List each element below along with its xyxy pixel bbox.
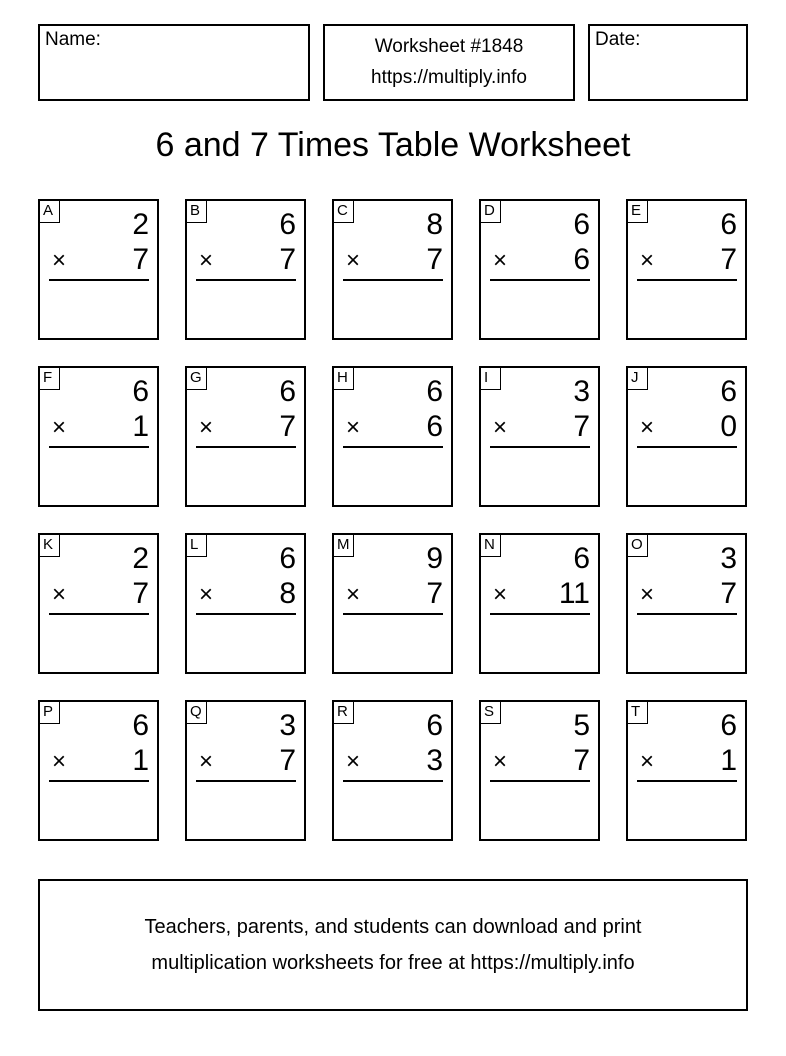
answer-line bbox=[49, 780, 149, 782]
multiplicand: 3 bbox=[720, 542, 737, 575]
date-label: Date: bbox=[595, 29, 641, 50]
answer-line bbox=[343, 780, 443, 782]
answer-line bbox=[49, 613, 149, 615]
times-sign-icon: × bbox=[346, 414, 361, 441]
multiplicand: 6 bbox=[426, 375, 443, 408]
problem-card[interactable] bbox=[479, 366, 600, 507]
multiplier: 7 bbox=[132, 243, 149, 276]
multiplier: 7 bbox=[132, 577, 149, 610]
problem-letter: A bbox=[40, 201, 60, 223]
answer-line bbox=[196, 613, 296, 615]
problem-card[interactable] bbox=[38, 700, 159, 841]
problem-card[interactable] bbox=[479, 199, 600, 340]
times-sign-icon: × bbox=[346, 748, 361, 775]
answer-line bbox=[637, 613, 737, 615]
multiplicand: 6 bbox=[720, 375, 737, 408]
times-sign-icon: × bbox=[199, 414, 214, 441]
problem-letter: S bbox=[481, 702, 501, 724]
problem-card[interactable] bbox=[185, 366, 306, 507]
multiplicand: 8 bbox=[426, 208, 443, 241]
multiplicand: 6 bbox=[279, 542, 296, 575]
problem-letter: E bbox=[628, 201, 648, 223]
multiplier: 7 bbox=[426, 577, 443, 610]
multiplier: 1 bbox=[132, 410, 149, 443]
multiplier: 6 bbox=[426, 410, 443, 443]
problem-letter: Q bbox=[187, 702, 207, 724]
worksheet-url: https://multiply.info bbox=[371, 67, 527, 88]
multiplier: 7 bbox=[279, 243, 296, 276]
problem-card[interactable] bbox=[332, 533, 453, 674]
problem-card[interactable] bbox=[479, 700, 600, 841]
times-sign-icon: × bbox=[52, 247, 67, 274]
multiplicand: 6 bbox=[279, 375, 296, 408]
multiplier: 1 bbox=[132, 744, 149, 777]
answer-line bbox=[490, 780, 590, 782]
problem-card[interactable] bbox=[185, 700, 306, 841]
answer-line bbox=[490, 446, 590, 448]
problem-letter: K bbox=[40, 535, 60, 557]
problem-letter: J bbox=[628, 368, 648, 390]
multiplicand: 6 bbox=[426, 709, 443, 742]
problem-card[interactable] bbox=[626, 700, 747, 841]
answer-line bbox=[196, 446, 296, 448]
multiplier: 3 bbox=[426, 744, 443, 777]
problem-card[interactable] bbox=[185, 533, 306, 674]
problem-letter: M bbox=[334, 535, 354, 557]
problem-letter: O bbox=[628, 535, 648, 557]
multiplier: 7 bbox=[426, 243, 443, 276]
multiplicand: 6 bbox=[132, 709, 149, 742]
answer-line bbox=[490, 279, 590, 281]
problem-letter: N bbox=[481, 535, 501, 557]
multiplicand: 6 bbox=[279, 208, 296, 241]
multiplier: 7 bbox=[720, 243, 737, 276]
footer-line-2: multiplication worksheets for free at https://multiply.info bbox=[151, 952, 635, 974]
multiplicand: 6 bbox=[573, 208, 590, 241]
problem-letter: G bbox=[187, 368, 207, 390]
multiplicand: 5 bbox=[573, 709, 590, 742]
problem-card[interactable] bbox=[38, 199, 159, 340]
multiplicand: 2 bbox=[132, 542, 149, 575]
times-sign-icon: × bbox=[493, 247, 508, 274]
answer-line bbox=[196, 780, 296, 782]
answer-line bbox=[196, 279, 296, 281]
problem-card[interactable] bbox=[332, 700, 453, 841]
times-sign-icon: × bbox=[493, 414, 508, 441]
multiplier: 1 bbox=[720, 744, 737, 777]
answer-line bbox=[637, 446, 737, 448]
problem-card[interactable] bbox=[626, 199, 747, 340]
times-sign-icon: × bbox=[346, 247, 361, 274]
times-sign-icon: × bbox=[640, 581, 655, 608]
multiplicand: 3 bbox=[279, 709, 296, 742]
problem-card[interactable] bbox=[626, 533, 747, 674]
multiplicand: 6 bbox=[132, 375, 149, 408]
problem-letter: H bbox=[334, 368, 354, 390]
multiplier: 8 bbox=[279, 577, 296, 610]
problem-card[interactable] bbox=[185, 199, 306, 340]
problem-letter: T bbox=[628, 702, 648, 724]
times-sign-icon: × bbox=[640, 247, 655, 274]
problem-card[interactable] bbox=[38, 533, 159, 674]
times-sign-icon: × bbox=[52, 414, 67, 441]
multiplicand: 3 bbox=[573, 375, 590, 408]
answer-line bbox=[490, 613, 590, 615]
problem-card[interactable] bbox=[626, 366, 747, 507]
answer-line bbox=[49, 446, 149, 448]
times-sign-icon: × bbox=[199, 581, 214, 608]
answer-line bbox=[49, 279, 149, 281]
worksheet-number: Worksheet #1848 bbox=[374, 36, 524, 57]
multiplier: 6 bbox=[573, 243, 590, 276]
multiplier: 7 bbox=[573, 410, 590, 443]
answer-line bbox=[343, 279, 443, 281]
problem-letter: F bbox=[40, 368, 60, 390]
problem-letter: C bbox=[334, 201, 354, 223]
problem-card[interactable] bbox=[332, 366, 453, 507]
problem-letter: P bbox=[40, 702, 60, 724]
times-sign-icon: × bbox=[493, 748, 508, 775]
times-sign-icon: × bbox=[199, 748, 214, 775]
multiplicand: 9 bbox=[426, 542, 443, 575]
multiplicand: 6 bbox=[720, 709, 737, 742]
answer-line bbox=[343, 613, 443, 615]
multiplier: 7 bbox=[720, 577, 737, 610]
problem-card[interactable] bbox=[479, 533, 600, 674]
answer-line bbox=[637, 780, 737, 782]
problem-card[interactable] bbox=[38, 366, 159, 507]
multiplier: 7 bbox=[573, 744, 590, 777]
problem-letter: L bbox=[187, 535, 207, 557]
times-sign-icon: × bbox=[640, 748, 655, 775]
times-sign-icon: × bbox=[493, 581, 508, 608]
multiplier: 7 bbox=[279, 410, 296, 443]
footer-note bbox=[38, 879, 748, 1011]
name-label: Name: bbox=[45, 29, 101, 50]
times-sign-icon: × bbox=[640, 414, 655, 441]
problem-letter: B bbox=[187, 201, 207, 223]
page-title: 6 and 7 Times Table Worksheet bbox=[155, 126, 631, 164]
times-sign-icon: × bbox=[199, 247, 214, 274]
times-sign-icon: × bbox=[52, 581, 67, 608]
multiplicand: 6 bbox=[573, 542, 590, 575]
multiplicand: 6 bbox=[720, 208, 737, 241]
answer-line bbox=[343, 446, 443, 448]
multiplier: 0 bbox=[720, 410, 737, 443]
problem-card[interactable] bbox=[332, 199, 453, 340]
multiplier: 11 bbox=[558, 577, 590, 610]
problem-letter: D bbox=[481, 201, 501, 223]
answer-line bbox=[637, 279, 737, 281]
problem-letter: R bbox=[334, 702, 354, 724]
problem-letter: I bbox=[481, 368, 501, 390]
footer-line-1: Teachers, parents, and students can download and print bbox=[144, 916, 642, 938]
times-sign-icon: × bbox=[346, 581, 361, 608]
multiplier: 7 bbox=[279, 744, 296, 777]
times-sign-icon: × bbox=[52, 748, 67, 775]
multiplicand: 2 bbox=[132, 208, 149, 241]
